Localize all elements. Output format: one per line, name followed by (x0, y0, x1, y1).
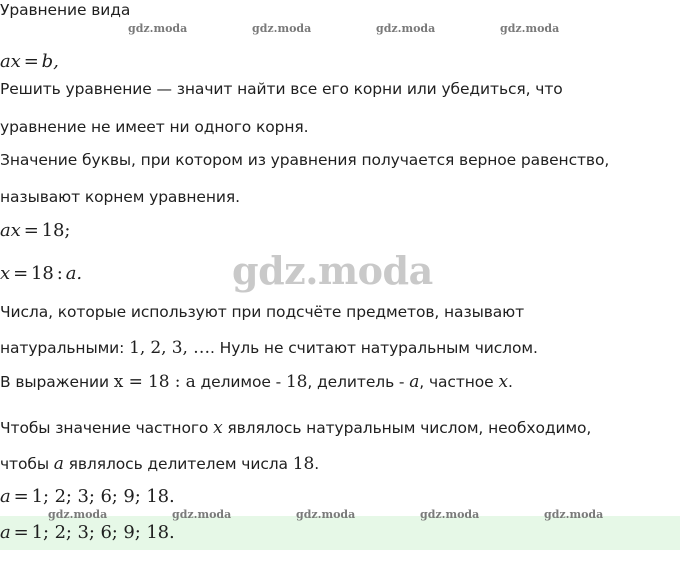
equation-left: a (0, 486, 11, 507)
expression-text-5: . (507, 373, 513, 391)
x-equation (0, 264, 82, 284)
condition-text-4: являлось делителем числа (63, 455, 293, 473)
equation-right: 18; (41, 220, 71, 241)
watermark: gdz.moda (48, 508, 108, 521)
condition-var-x: x (213, 418, 223, 438)
condition-line-2 (0, 454, 319, 474)
expression-text-3: , делитель - (307, 373, 410, 391)
expression-math: x = 18 : a (113, 372, 196, 392)
equation-left: ax (0, 51, 21, 72)
watermark: gdz.moda (296, 508, 356, 521)
expression-text-1: В выражении (0, 373, 114, 391)
divisor: a. (65, 263, 82, 284)
equals-sign: = (13, 263, 29, 284)
heading-text: Уравнение вида (0, 1, 131, 19)
dividend: 18 (31, 263, 54, 284)
watermark: gdz.moda (376, 22, 436, 35)
equals-sign: = (23, 51, 39, 72)
definition-root-line-2: называют корнем уравнения. (0, 188, 240, 206)
equals-sign: = (13, 522, 29, 543)
quotient-value: x (498, 372, 508, 392)
divisor-value: a (409, 372, 420, 392)
condition-line-1 (0, 418, 591, 438)
division-sign: : (56, 263, 63, 284)
equation-right: 1; 2; 3; 6; 9; 18. (31, 486, 175, 507)
definition-root-line-1: Значение буквы, при котором из уравнения получается верное равенство, (0, 151, 610, 169)
equals-sign: = (23, 220, 39, 241)
watermark: gdz.moda (252, 22, 312, 35)
condition-text-2: являлось натуральным числом, необходимо, (222, 419, 592, 437)
task-equation (0, 221, 70, 241)
equation-left: a (0, 522, 11, 543)
definition-solve-line-2: уравнение не имеет ни одного корня. (0, 118, 309, 136)
watermark-large: gdz.moda (232, 248, 433, 293)
equals-sign: = (13, 486, 29, 507)
expression-text-4: , частное (419, 373, 499, 391)
general-equation (0, 52, 59, 72)
condition-var-a: a (53, 454, 64, 474)
natural-text-b: . Нуль не считают натуральным числом. (209, 339, 538, 357)
expression-line (0, 372, 513, 392)
watermark: gdz.moda (544, 508, 604, 521)
natural-numbers-line-1: Числа, которые используют при подсчёте предметов, называют (0, 303, 525, 321)
watermark: gdz.moda (172, 508, 232, 521)
natural-numbers-line-2 (0, 338, 538, 358)
condition-text-5: . (314, 455, 320, 473)
equation-right: 1; 2; 3; 6; 9; 18. (31, 522, 175, 543)
dividend-value: 18 (285, 372, 308, 392)
condition-text-1: Чтобы значение частного (0, 419, 214, 437)
condition-text-3: чтобы (0, 455, 54, 473)
answer-equation (0, 523, 175, 543)
natural-numbers-list: 1, 2, 3, … (129, 338, 210, 358)
equation-left: ax (0, 220, 21, 241)
condition-number: 18 (292, 454, 315, 474)
equation-right: b, (41, 51, 59, 72)
equation-left: x (0, 263, 11, 284)
watermark: gdz.moda (420, 508, 480, 521)
definition-solve-line-1: Решить уравнение — значит найти все его корни или убедиться, что (0, 80, 563, 98)
watermark: gdz.moda (128, 22, 188, 35)
solution-equation (0, 487, 175, 507)
watermark: gdz.moda (500, 22, 560, 35)
natural-text-a: натуральными: (0, 339, 130, 357)
expression-text-2: делимое - (195, 373, 286, 391)
